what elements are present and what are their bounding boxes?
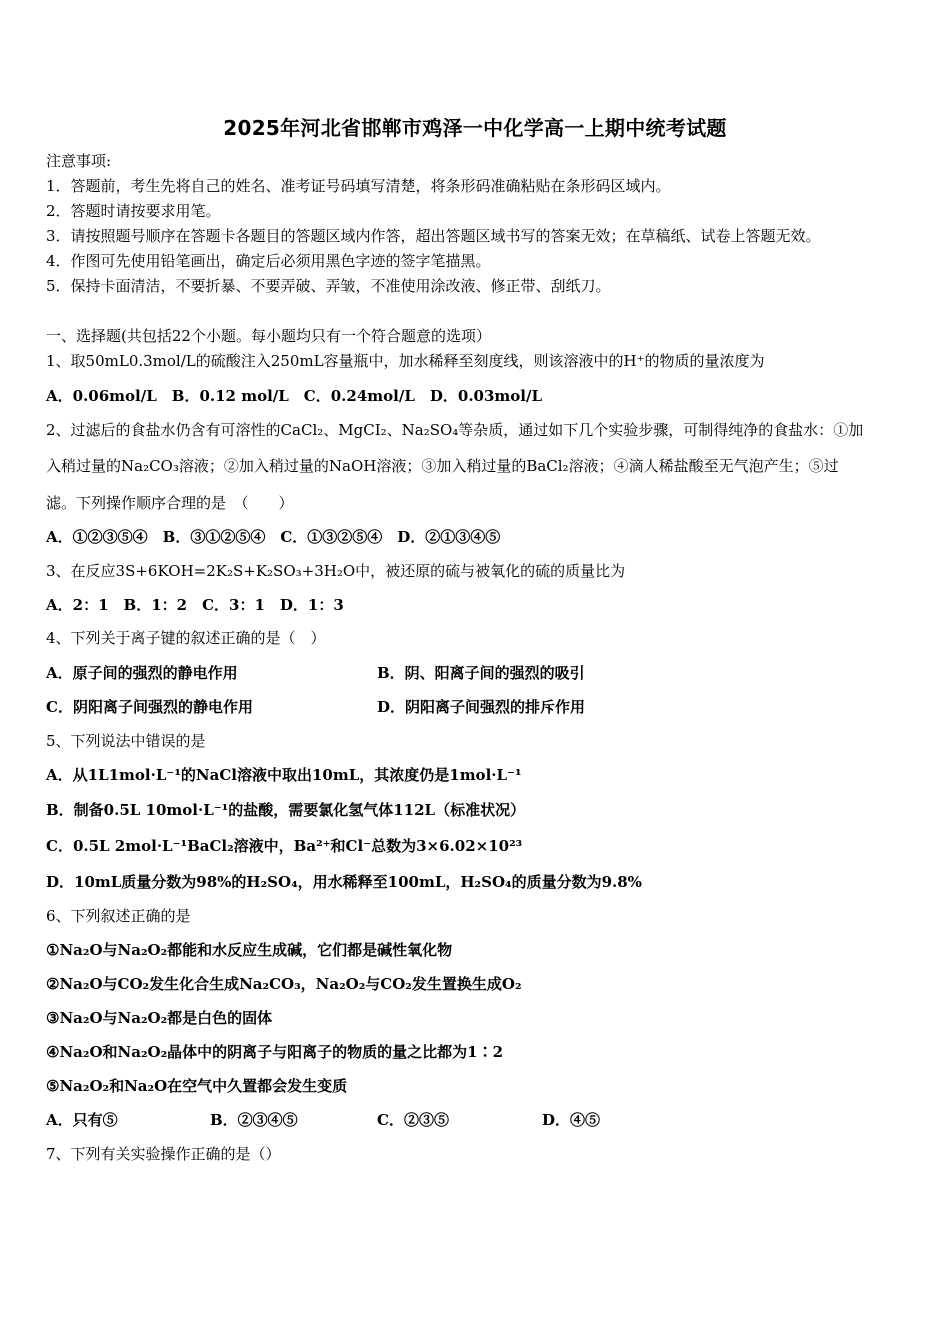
q6-statement-3: ③Na₂O与Na₂O₂都是白色的固体 [46,1009,273,1027]
q4-option-c: C．阴阳离子间强烈的静电作用 [46,698,253,716]
notice-item-3: 3．请按照题号顺序在答题卡各题目的答题区域内作答，超出答题区域书写的答案无效；在草稿纸、试卷上答题无效。 [46,227,821,245]
q6-option-a: A．只有⑤ [46,1111,118,1129]
notice-item-4: 4．作图可先使用铅笔画出，确定后必须用黑色字迹的签字笔描黑。 [46,252,491,270]
q5-option-c: C．0.5L 2mol·L⁻¹BaCl₂溶液中，Ba²⁺和Cl⁻总数为3×6.02×10²³ [46,837,523,855]
q5-option-b: B．制备0.5L 10mol·L⁻¹的盐酸，需要氯化氢气体112L（标准状况） [46,801,526,819]
q2-stem-line1: 2、过滤后的食盐水仍含有可溶性的CaCl₂、MgCI₂、Na₂SO₄等杂质，通过如下几个实验步骤，可制得纯净的食盐水：①加 [46,421,864,439]
notice-item-5: 5．保持卡面清洁，不要折暴、不要弄破、弄皱，不准使用涂改液、修正带、刮纸刀。 [46,277,611,295]
notice-heading: 注意事项: [46,152,112,170]
q5-option-d: D．10mL质量分数为98%的H₂SO₄，用水稀释至100mL，H₂SO₄的质量分数为9.8% [46,873,642,891]
q6-option-d: D．④⑤ [542,1111,601,1129]
q6-option-b: B．②③④⑤ [210,1111,298,1129]
q1-options: A．0.06mol/L B．0.12 mol/L C．0.24mol/L D．0.03mol/L [46,387,543,405]
q3-stem: 3、在反应3S+6KOH=2K₂S+K₂SO₃+3H₂O中，被还原的硫与被氧化的硫的质量比为 [46,562,626,580]
q6-option-c: C．②③⑤ [377,1111,449,1129]
q4-option-a: A．原子间的强烈的静电作用 [46,664,238,682]
q4-option-d: D．阴阳离子间强烈的排斥作用 [377,698,586,716]
q6-statement-4: ④Na₂O和Na₂O₂晶体中的阴离子与阳离子的物质的量之比都为1∶2 [46,1043,504,1061]
q4-option-b: B．阴、阳离子间的强烈的吸引 [377,664,585,682]
q5-option-a: A．从1L1mol·L⁻¹的NaCl溶液中取出10mL，其浓度仍是1mol·L⁻¹ [46,766,522,784]
q3-options: A．2：1 B．1：2 C．3：1 D．1：3 [46,596,344,614]
q4-stem: 4、下列关于离子键的叙述正确的是（ ） [46,629,326,647]
notice-item-1: 1．答题前，考生先将自己的姓名、准考证号码填写清楚，将条形码准确粘贴在条形码区域内。 [46,177,671,195]
q2-stem-line2: 入稍过量的Na₂CO₃溶液；②加入稍过量的NaOH溶液；③加入稍过量的BaCl₂溶液；④滴人稀盐酸至无气泡产生；⑤过 [46,457,839,475]
q1-stem: 1、取50mL0.3mol/L的硫酸注入250mL容量瓶中，加水稀释至刻度线，则该溶液中的H⁺的物质的量浓度为 [46,352,765,370]
q6-statement-2: ②Na₂O与CO₂发生化合生成Na₂CO₃，Na₂O₂与CO₂发生置换生成O₂ [46,975,522,993]
q6-stem: 6、下列叙述正确的是 [46,907,191,925]
q2-stem-line3: 滤。下列操作顺序合理的是 （ ） [46,494,294,512]
exam-title: 2025年河北省邯郸市鸡泽一中化学高一上期中统考试题 [223,116,727,140]
q5-stem: 5、下列说法中错误的是 [46,732,206,750]
q7-stem: 7、下列有关实验操作正确的是（） [46,1145,281,1163]
notice-item-2: 2．答题时请按要求用笔。 [46,202,221,220]
section-heading: 一、选择题(共包括22个小题。每小题均只有一个符合题意的选项） [46,327,491,345]
q6-statement-1: ①Na₂O与Na₂O₂都能和水反应生成碱，它们都是碱性氧化物 [46,941,453,959]
q6-statement-5: ⑤Na₂O₂和Na₂O在空气中久置都会发生变质 [46,1077,348,1095]
q2-options: A．①②③⑤④ B．③①②⑤④ C．①③②⑤④ D．②①③④⑤ [46,528,501,546]
